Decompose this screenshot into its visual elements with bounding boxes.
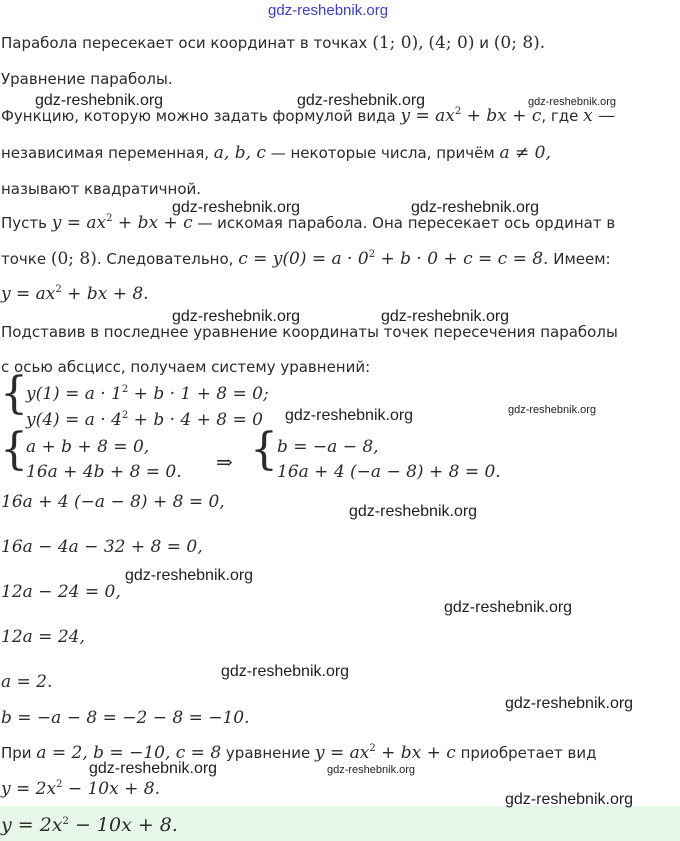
watermark: gdz-reshebnik.org	[411, 199, 540, 216]
watermark: gdz-reshebnik.org	[444, 599, 573, 616]
step-4: 12a = 24,	[1, 627, 85, 647]
definition-line-3: называют квадратичной.	[1, 180, 202, 198]
watermark: gdz-reshebnik.org	[528, 96, 617, 108]
substitution-line-1: Подставив в последнее уравнение координаты точек пересечения параболы	[1, 323, 618, 341]
watermark: gdz-reshebnik.org	[349, 503, 478, 520]
system-row-2: $y(4) = a \cdot 4^2 + b \cdot 4 + 8 = 0$	[26, 410, 263, 430]
watermark: gdz-reshebnik.org	[221, 663, 350, 680]
header-watermark: gdz-reshebnik.org	[268, 2, 389, 19]
watermark: gdz-reshebnik.org	[505, 791, 634, 808]
watermark: gdz-reshebnik.org	[89, 760, 218, 777]
watermark: gdz-reshebnik.org	[327, 764, 416, 776]
step-5: a = 2.	[1, 672, 53, 692]
system-row-5: b = −a − 8,	[277, 437, 379, 457]
system-brace-2: {	[0, 424, 28, 475]
watermark: gdz-reshebnik.org	[125, 567, 254, 584]
definition-line-1: Функцию, которую можно задать формулой вида $y = ax^2$ + bx + c, где x —	[1, 106, 616, 126]
step-6: b = −a − 8 = −2 − 8 = −10.	[1, 708, 250, 728]
watermark: gdz-reshebnik.org	[505, 695, 634, 712]
step-1: 16a + 4 (−a − 8) + 8 = 0,	[1, 492, 225, 512]
system-row-1: $y(1) = a \cdot 1^2 + b \cdot 1 + 8 = 0$;	[26, 384, 269, 404]
system-row-6: 16a + 4 (−a − 8) + 8 = 0.	[277, 462, 501, 482]
system-row-4: 16a + 4b + 8 = 0.	[26, 462, 182, 482]
let-line: Пусть $y = ax^2$ + bx + c — искомая парабола. Она пересекает ось ординат в	[1, 213, 616, 233]
substitution-line-2: с осью абсцисс, получаем систему уравнений:	[1, 358, 371, 376]
system-brace-1: {	[0, 368, 28, 419]
point-line: точке (0; 8). Следовательно, $c = y(0) = a \cdot 0^2 + b \cdot 0 + c = c = 8$. Имеем:	[1, 249, 611, 269]
final-line: При a = 2, b = −10, c = 8 уравнение $y = ax^2$ + bx + c приобретает вид	[1, 743, 597, 763]
watermark: gdz-reshebnik.org	[35, 92, 164, 109]
result-equation: $y = ax^2$ + bx + 8.	[1, 284, 149, 304]
equation-heading: Уравнение параболы.	[1, 70, 173, 88]
implies-arrow: ⇒	[216, 450, 233, 474]
definition-line-2: независимая переменная, a, b, c — некоторые числа, причём a ≠ 0,	[1, 143, 551, 163]
watermark: gdz-reshebnik.org	[381, 308, 510, 325]
step-2: 16a − 4a − 32 + 8 = 0,	[1, 537, 203, 557]
system-row-3: a + b + 8 = 0,	[26, 437, 150, 457]
watermark: gdz-reshebnik.org	[172, 199, 301, 216]
system-brace-3: {	[250, 424, 278, 475]
watermark: gdz-reshebnik.org	[297, 92, 426, 109]
watermark: gdz-reshebnik.org	[172, 308, 301, 325]
watermark: gdz-reshebnik.org	[285, 407, 414, 424]
answer-equation: $y = 2x^2 - 10x + 8$.	[1, 814, 178, 836]
watermark: gdz-reshebnik.org	[508, 404, 597, 416]
intro-line: Парабола пересекает оси координат в точках (1; 0), (4; 0) и (0; 8).	[1, 33, 546, 53]
final-equation: $y = 2x^2 - 10x + 8$.	[1, 779, 160, 799]
step-3: 12a − 24 = 0,	[1, 582, 121, 602]
